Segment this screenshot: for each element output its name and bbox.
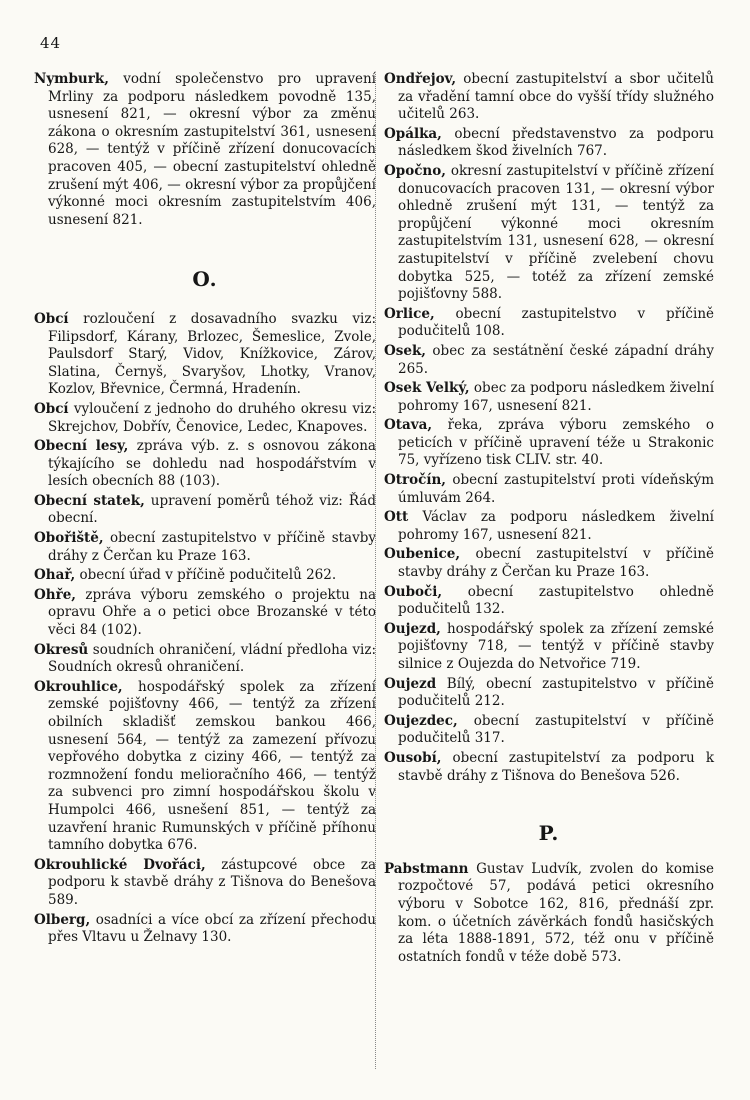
section-letter: O. (192, 267, 218, 292)
index-entry (34, 679, 376, 855)
entry-heading: Olberg, (34, 911, 91, 928)
index-entry (34, 401, 376, 436)
index-entry (34, 493, 376, 528)
entry-heading: Ousobí, (384, 749, 442, 766)
index-entry (384, 163, 714, 304)
entry-text: obec za sestátnění české západní dráhy 265. (398, 342, 714, 377)
index-entry (384, 472, 714, 507)
entry-text: obecní zastupitelství v příčině stavby dráhy z Čerčan ku Praze 163. (398, 546, 714, 581)
entry-text: upravení poměrů téhož viz: Řád obecní. (48, 492, 376, 527)
index-entry (34, 438, 376, 491)
entry-heading: Opočno, (384, 162, 446, 179)
index-entry (384, 676, 714, 711)
entry-text: hospodářský spolek za zřízení zemské pojišťovny 718, — tentýž v příčině stavby silnice z Oujezda do Netvořice 719. (398, 620, 714, 672)
entry-heading: Ohře, (34, 586, 76, 603)
index-entry (384, 584, 714, 619)
entry-heading: Ouboči, (384, 583, 443, 600)
entry-text: řeka, zpráva výboru zemského o peticích v příčině upravení téže u Strakonic 75, vyřízeno tisk CLIV. str. 40. (398, 417, 714, 469)
page-number: 44 (40, 34, 62, 52)
entry-heading: Oujezdec, (384, 712, 458, 729)
entry-text: hospodářský spolek za zřízení zemské pojišťovny 466, — tentýž za zřízení obilních skladišť zemskou bankou 466, usnesení 564, — tentýž za zamezení přívozu vepřového dobytka z ciziny 466, — tentýž za rozmnožení fondu melioračního 466, — tentýž za subvenci pro zimní hospodářskou školu v Humpolci 466, usnešení 851, — tentýž za uzavření hranic Rumunských v příčině příhonu tamního dobytka 676. (48, 678, 376, 854)
section-letter: P. (538, 821, 560, 846)
index-entry (384, 861, 714, 967)
entry-heading: Okrouhlické Dvořáci, (34, 856, 206, 873)
left-column (34, 71, 376, 949)
entry-heading: Otava, (384, 417, 433, 434)
entry-text: rozloučení z dosavadního svazku viz: Filipsdorf, Kárany, Brlozec, Šemeslice, Zvole, Paulsdorf Starý, Vidov, Knížkovice, Zárov, Slatina, Černyš, Svaryšov, Lhotky, Vranov, Kozlov, Břevnice, Čermná, Hradenín. (48, 310, 376, 398)
index-entry (384, 343, 714, 378)
entry-heading: Oubenice, (384, 546, 461, 563)
entry-text: obecní představenstvo za podporu následkem škod živelních 767. (398, 125, 714, 160)
index-entry (34, 587, 376, 640)
entry-text: obecní zastupitelstvo ohledně podučitelů 132. (398, 583, 714, 618)
entry-heading: Oujezd (384, 675, 437, 692)
entry-text: zástupcové obce za podporu k stavbě dráhy z Tišnova do Benešova 589. (48, 856, 376, 908)
column-divider (375, 74, 376, 1069)
entry-heading: Nymburk, (34, 71, 109, 87)
entry-heading: Obecní statek, (34, 492, 145, 509)
entry-heading: Osek Velký, (384, 380, 470, 397)
entry-heading: Okresů (34, 641, 89, 658)
entry-heading: Oujezd, (384, 620, 441, 637)
entry-heading: Opálka, (384, 125, 442, 142)
index-entry (34, 912, 376, 947)
entry-text: zpráva výb. z. s osnovou zákona týkajícího se dohledu nad hospodářstvím v lesích obecních 88 (103). (48, 438, 376, 490)
index-entry (384, 509, 714, 544)
index-entry (384, 126, 714, 161)
index-entry (34, 642, 376, 677)
entry-heading: Pabstmann (384, 860, 469, 877)
entry-text: okresní zastupitelství v příčině zřízení donucovacích pracoven 131, — okresní výbor ohledně zrušení mýt 131, — tentýž za propůjčení výkonné moci okresním zastupitelstvím 131, usnesení 628, — okresní zastupitelství v příčině zvelebení chovu dobytka 525, — totéž za zřízení zemské pojišťovny 588. (398, 162, 714, 303)
entry-heading: Obcí (34, 400, 69, 417)
entry-heading: Osek, (384, 342, 427, 359)
entry-text: obecní zastupitelství a sbor učitelů za vřadění tamní obce do vyšší třídy služného učitelů 263. (398, 71, 714, 123)
index-entry (34, 71, 376, 229)
entry-heading: Obcí (34, 310, 69, 327)
index-entry (384, 417, 714, 470)
entry-text: obecní zastupitelství v příčině podučitelů 317. (398, 712, 714, 747)
entry-heading: Okrouhlice, (34, 678, 123, 695)
index-entry (34, 530, 376, 565)
entry-text: obecní zastupitelství proti vídeňským úmluvám 264. (398, 472, 714, 506)
index-entry (34, 567, 376, 585)
entry-text: obecní zastupitelstvo v příčině podučitelů 108. (398, 305, 714, 340)
index-entry (384, 750, 714, 785)
right-column (384, 71, 714, 968)
entry-heading: Obořiště, (34, 530, 104, 547)
entry-text: vodní společenstvo pro upravení Mrliny za podporu následkem povodně 135, usnesení 821, — okresní výbor za změnu zákona o okresním zastupitelství 361, usnesení 628, — tentýž v příčině zřízení donucovacích pracoven 405, — obecní zastupitelství ohledně zrušení mýt 406, — okresní výbor za propůjčení výkonné moci okresním zastupitelstvím 406, usnesení 821. (48, 71, 376, 228)
entry-heading: Ott (384, 509, 409, 526)
entry-heading: Obecní lesy, (34, 438, 129, 455)
index-entry (384, 380, 714, 415)
index-entry (34, 311, 376, 399)
index-entry (384, 713, 714, 748)
entry-text: obecní zastupitelství za podporu k stavbě dráhy z Tišnova do Benešova 526. (398, 749, 714, 784)
entry-text: obecní zastupitelstvo v příčině stavby dráhy z Čerčan ku Praze 163. (48, 530, 376, 564)
entry-heading: Ohař, (34, 567, 76, 584)
entry-text: Václav za podporu následkem živelní pohromy 167, usnesení 821. (398, 509, 714, 543)
entry-text: obecní úřad v příčině podučitelů 262. (75, 567, 337, 584)
index-entry (384, 621, 714, 674)
entry-heading: Ondřejov, (384, 71, 457, 87)
entry-text: Bílý, obecní zastupitelstvo v příčině podučitelů 212. (398, 675, 714, 710)
index-entry (384, 306, 714, 341)
index-entry (34, 857, 376, 910)
entry-heading: Otročín, (384, 472, 446, 489)
entry-text: osadníci a více obcí za zřízení přechodu přes Vltavu u Želnavy 130. (48, 911, 376, 946)
index-entry (384, 546, 714, 581)
index-entry (384, 71, 714, 124)
entry-heading: Orlice, (384, 305, 435, 322)
entry-text: Gustav Ludvík, zvolen do komise rozpočtové 57, podává petici okresního výboru v Sobotce 162, 816, přednáší zpr. kom. o účetních závěrkách fondů hasičských za léta 1888-1891, 572, též onu v příčině ostatních fondů v téže době 573. (398, 860, 714, 965)
entry-text: zpráva výboru zemského o projektu na opravu Ohře a o petici obce Brozanské v této věci 84 (102). (48, 586, 376, 639)
entry-text: vyloučení z jednoho do druhého okresu viz: Skrejchov, Dobřív, Čenovice, Ledec, Knapoves. (48, 400, 376, 435)
entry-text: obec za podporu následkem živelní pohromy 167, usnesení 821. (398, 380, 715, 414)
entry-text: soudních ohraničení, vládní předloha viz: Soudních okresů ohraničení. (48, 641, 376, 676)
